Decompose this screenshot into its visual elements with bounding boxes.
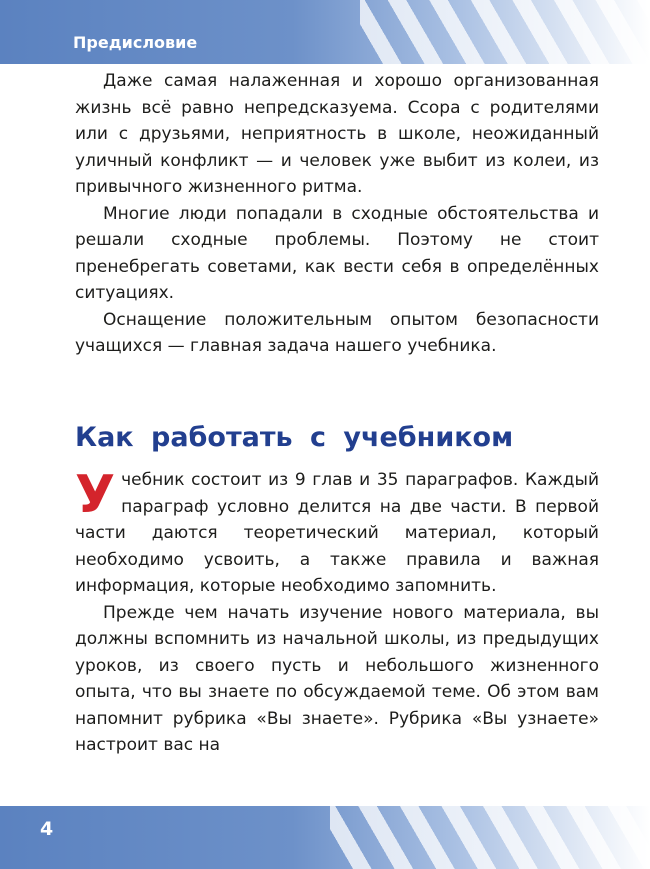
footer-band: [0, 806, 650, 869]
how-to-use-paragraph-2: Прежде чем начать изучение нового материала, вы должны вспомнить из начальной школы, из предыдущих уроков, из своего пусть и небольшого жизненного опыта, что вы знаете по обсуждаемой теме. Об этом вам напомнит рубрика «Вы знаете». Рубрика «Вы узнаете» настроит вас на: [75, 602, 599, 755]
how-to-use-paragraph-1: [75, 467, 599, 600]
drop-cap: У: [75, 465, 116, 525]
preface-text: [75, 68, 599, 360]
header-band: [0, 0, 650, 64]
preface-paragraph-2: Многие люди попадали в сходные обстоятельства и решали сходные проблемы. Поэтому не стоит пренебрегать советами, как вести себя в определённых ситуациях.: [75, 203, 599, 303]
running-header-title: Предисловие: [73, 33, 198, 52]
page-number: 4: [40, 818, 54, 840]
header-stripes: [360, 0, 650, 64]
how-to-use-text: [75, 467, 599, 759]
preface-paragraph-1: Даже самая налаженная и хорошо организованная жизнь всё равно непредсказуема. Ссора с родителями или с друзьями, неприятность в школе, неожиданный уличный конфликт — и человек уже выбит из колеи, из привычного жизненного ритма.: [75, 71, 599, 197]
footer-stripes: [330, 806, 650, 869]
section-heading: Как работать с учебником: [75, 422, 514, 453]
lead-paragraph-text: чебник состоит из 9 глав и 35 параграфов. Каждый параграф условно делится на две части. В первой части даются теоретический материал, который необходимо усвоить, а также правила и важная информация, которые необходимо запомнить.: [75, 470, 599, 596]
preface-paragraph-3: Оснащение положительным опытом безопасности учащихся — главная задача нашего учебника.: [75, 309, 599, 356]
